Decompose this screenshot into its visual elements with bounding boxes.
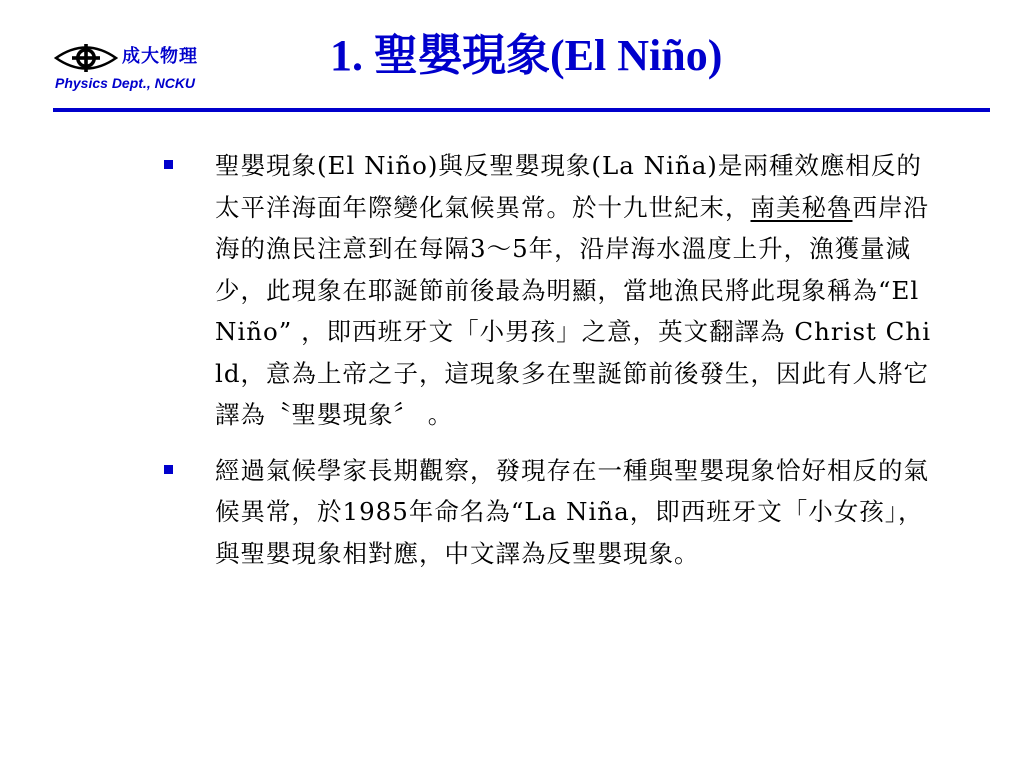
bullet-item <box>158 450 933 575</box>
bullet-text-part: 西岸沿海的漁民注意到在每隔3～5年，沿岸海水溫度上升，漁獲量減少，此現象在耶誕節前後最為明顯，當地漁民將此現象稱為“El Niño” ，即西班牙文「小男孩」之意，英文翻譯為 Christ Child，意為上帝之子，這現象多在聖誕節前後發生，因此有人將它譯為〝聖嬰現象〞 。 <box>215 192 932 429</box>
underlined-term: 南美秘魯 <box>750 192 853 222</box>
title-divider <box>53 108 990 112</box>
logo-english-text: Physics Dept., NCKU <box>55 75 196 91</box>
logo <box>54 41 234 99</box>
square-bullet-icon <box>164 465 173 474</box>
eye-logo-icon <box>54 43 118 73</box>
bullet-text: 經過氣候學家長期觀察，發現存在一種與聖嬰現象恰好相反的氣候異常，於1985年命名為“La Niña，即西班牙文「小女孩」，與聖嬰現象相對應，中文譯為反聖嬰現象。 <box>215 455 929 568</box>
bullet-text <box>215 145 933 436</box>
bullet-text-part: 聖嬰現象(El Niño)與反聖嬰現象(La Niña)是兩種效應相反的太平洋海面年際變化氣候異常。於十九世紀末， <box>215 151 922 222</box>
bullet-item <box>158 145 933 436</box>
slide-title: 1. 聖嬰現象(El Niño) <box>330 31 723 80</box>
logo-chinese-text: 成大物理 <box>122 46 198 67</box>
square-bullet-icon <box>164 160 173 169</box>
bullet-list <box>158 145 933 588</box>
